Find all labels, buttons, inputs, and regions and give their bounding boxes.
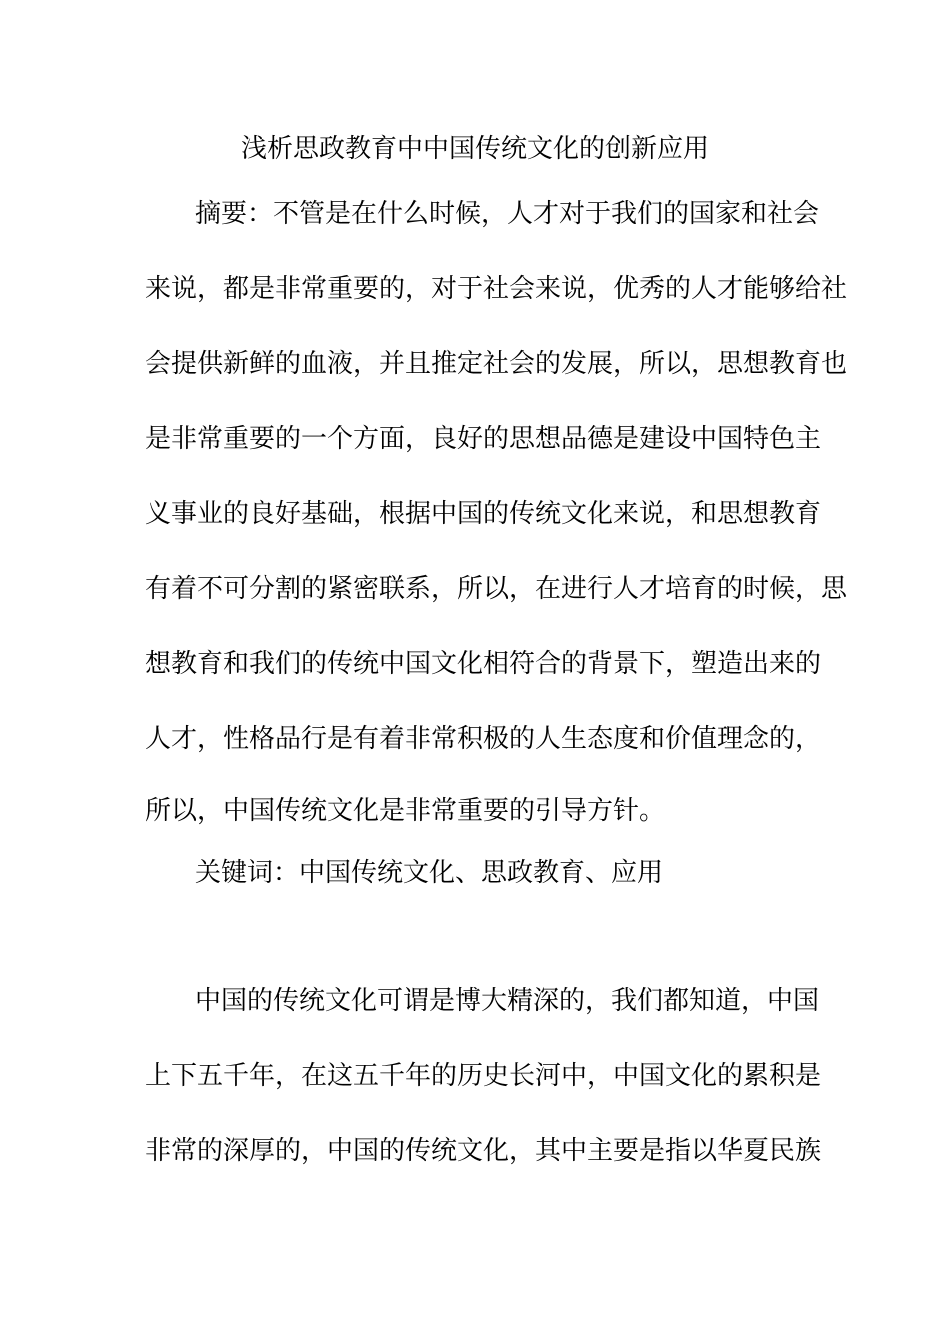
abstract-line: 会提供新鲜的血液，并且推定社会的发展，所以，思想教育也 <box>145 349 848 379</box>
abstract-line: 来说，都是非常重要的，对于社会来说，优秀的人才能够给社 <box>145 274 848 304</box>
abstract-line: 义事业的良好基础，根据中国的传统文化来说，和思想教育 <box>145 499 822 529</box>
abstract-line: 想教育和我们的传统中国文化相符合的背景下，塑造出来的 <box>145 649 822 679</box>
body-line: 中国的传统文化可谓是博大精深的，我们都知道，中国 <box>195 986 820 1016</box>
abstract-line: 人才，性格品行是有着非常积极的人生态度和价值理念的， <box>145 724 822 754</box>
keywords-line: 关键词：中国传统文化、思政教育、应用 <box>195 858 664 888</box>
document-title: 浅析思政教育中中国传统文化的创新应用 <box>240 134 709 164</box>
abstract-line: 摘要：不管是在什么时候，人才对于我们的国家和社会 <box>195 199 820 229</box>
abstract-line: 所以，中国传统文化是非常重要的引导方针。 <box>145 796 666 826</box>
abstract-line: 是非常重要的一个方面，良好的思想品德是建设中国特色主 <box>145 424 822 454</box>
body-line: 非常的深厚的，中国的传统文化，其中主要是指以华夏民族 <box>145 1136 822 1166</box>
abstract-line: 有着不可分割的紧密联系，所以，在进行人才培育的时候，思 <box>145 574 848 604</box>
body-line: 上下五千年，在这五千年的历史长河中，中国文化的累积是 <box>145 1061 822 1091</box>
